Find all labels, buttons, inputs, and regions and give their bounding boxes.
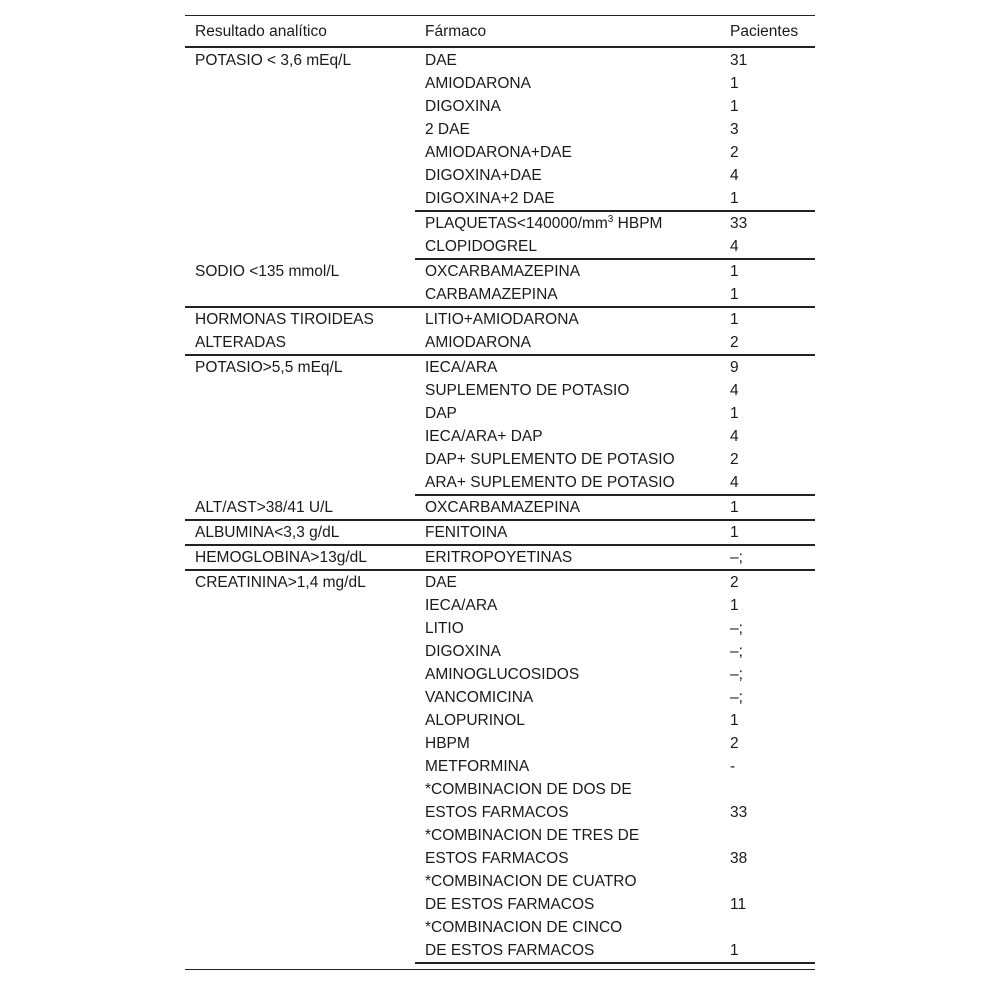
cell-drug: *COMBINACION DE DOS DE [425, 781, 632, 798]
cell-drug: DIGOXINA [425, 98, 501, 115]
cell-drug: DIGOXINA [425, 643, 501, 660]
cell-drug: IECA/ARA [425, 597, 498, 614]
cell-result: CREATININA>1,4 mg/dL [195, 574, 366, 591]
cell-drug: DIGOXINA+DAE [425, 167, 542, 184]
cell-patients: –; [730, 666, 743, 683]
cell-drug: IECA/ARA [425, 359, 498, 376]
cell-patients: 31 [730, 52, 748, 69]
cell-patients: 1 [730, 405, 739, 422]
cell-drug: DAE [425, 574, 457, 591]
cell-patients: 1 [730, 286, 739, 303]
cell-patients: –; [730, 549, 743, 566]
cell-drug: AMIODARONA+DAE [425, 144, 572, 161]
header-patients: Pacientes [730, 23, 799, 40]
cell-drug: DAP+ SUPLEMENTO DE POTASIO [425, 451, 675, 468]
cell-patients: 2 [730, 144, 739, 161]
cell-drug: HBPM [425, 735, 470, 752]
superscript: 3 [607, 213, 614, 225]
cell-drug: DAE [425, 52, 457, 69]
row-separator [415, 210, 815, 212]
cell-drug: DE ESTOS FARMACOS [425, 896, 595, 913]
cell-drug: $PLAQUETAS<140000/mm^3$ HBPM [425, 213, 663, 232]
header-result: Resultado analítico [195, 23, 327, 40]
cell-drug: *COMBINACION DE CUATRO [425, 873, 637, 890]
cell-patients: 4 [730, 428, 739, 445]
cell-patients: 1 [730, 524, 739, 541]
cell-patients: 1 [730, 263, 739, 280]
cell-drug: DIGOXINA+2 DAE [425, 190, 555, 207]
row-separator [185, 519, 815, 521]
cell-drug: OXCARBAMAZEPINA [425, 263, 581, 280]
cell-drug: ALOPURINOL [425, 712, 525, 729]
cell-patients: 1 [730, 75, 739, 92]
cell-patients: 9 [730, 359, 739, 376]
cell-patients: 1 [730, 942, 739, 959]
row-separator [415, 962, 815, 964]
table-top-rule [185, 15, 815, 16]
cell-patients: 4 [730, 238, 739, 255]
cell-drug: *COMBINACION DE TRES DE [425, 827, 640, 844]
cell-drug: 2 DAE [425, 121, 470, 138]
row-separator [415, 258, 815, 260]
cell-patients: 38 [730, 850, 748, 867]
cell-result: POTASIO < 3,6 mEq/L [195, 52, 352, 69]
cell-drug: OXCARBAMAZEPINA [425, 499, 581, 516]
cell-patients: 11 [730, 896, 747, 913]
cell-drug: LITIO+AMIODARONA [425, 311, 579, 328]
cell-result: ALT/AST>38/41 U/L [195, 499, 333, 516]
cell-drug: SUPLEMENTO DE POTASIO [425, 382, 630, 399]
header-bottom-rule [185, 46, 815, 48]
cell-result: HORMONAS TIROIDEAS [195, 311, 374, 328]
cell-patients: 2 [730, 334, 739, 351]
cell-drug: ERITROPOYETINAS [425, 549, 573, 566]
cell-drug: LITIO [425, 620, 464, 637]
cell-result: POTASIO>5,5 mEq/L [195, 359, 343, 376]
cell-drug: AMIODARONA [425, 334, 531, 351]
cell-drug: ESTOS FARMACOS [425, 850, 569, 867]
cell-drug: DAP [425, 405, 457, 422]
cell-result: ALTERADAS [195, 334, 287, 351]
row-separator [415, 494, 815, 496]
cell-patients: 1 [730, 190, 739, 207]
cell-drug: ARA+ SUPLEMENTO DE POTASIO [425, 474, 675, 491]
cell-patients: –; [730, 643, 743, 660]
row-separator [185, 969, 815, 970]
cell-patients: 33 [730, 215, 748, 232]
cell-drug: ESTOS FARMACOS [425, 804, 569, 821]
cell-patients: 1 [730, 597, 739, 614]
cell-drug: AMIODARONA [425, 75, 531, 92]
cell-patients: 1 [730, 499, 739, 516]
cell-patients: 3 [730, 121, 739, 138]
cell-patients: - [730, 758, 736, 775]
cell-result: HEMOGLOBINA>13g/dL [195, 549, 367, 566]
row-separator [185, 354, 815, 356]
cell-drug: FENITOINA [425, 524, 508, 541]
cell-patients: 2 [730, 574, 739, 591]
cell-drug: VANCOMICINA [425, 689, 534, 706]
cell-patients: 1 [730, 712, 739, 729]
header-drug: Fármaco [425, 23, 487, 40]
row-separator [185, 569, 815, 571]
cell-patients: –; [730, 689, 743, 706]
cell-drug: AMINOGLUCOSIDOS [425, 666, 580, 683]
cell-patients: 33 [730, 804, 748, 821]
cell-drug: *COMBINACION DE CINCO [425, 919, 623, 936]
cell-result: SODIO <135 mmol/L [195, 263, 340, 280]
row-separator [185, 544, 815, 546]
cell-drug: METFORMINA [425, 758, 530, 775]
cell-drug: CLOPIDOGREL [425, 238, 537, 255]
cell-drug: IECA/ARA+ DAP [425, 428, 543, 445]
row-separator [185, 306, 815, 308]
cell-patients: 1 [730, 98, 739, 115]
cell-patients: 4 [730, 167, 739, 184]
cell-patients: 4 [730, 382, 739, 399]
cell-patients: 1 [730, 311, 739, 328]
cell-patients: 4 [730, 474, 739, 491]
cell-drug: CARBAMAZEPINA [425, 286, 558, 303]
cell-patients: 2 [730, 451, 739, 468]
cell-result: ALBUMINA<3,3 g/dL [195, 524, 340, 541]
cell-patients: –; [730, 620, 743, 637]
cell-drug: DE ESTOS FARMACOS [425, 942, 595, 959]
cell-patients: 2 [730, 735, 739, 752]
